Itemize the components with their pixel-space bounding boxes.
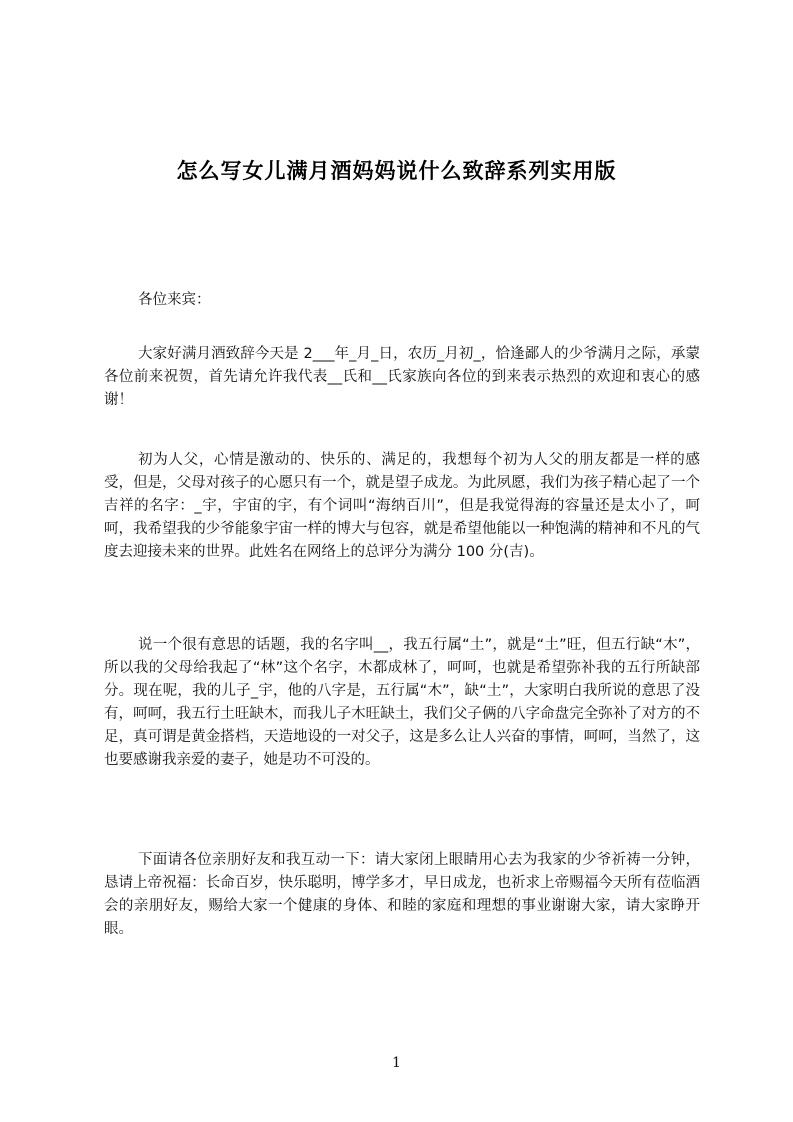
paragraph-4: 下面请各位亲朋好友和我互动一下：请大家闭上眼睛用心去为我家的少爷祈祷一分钟，恳请上帝祝福：长命百岁，快乐聪明，博学多才，早日成龙，也祈求上帝赐福今天所有莅临酒会的亲朋好友，赐给大家一个健康的身体、和睦的家庭和理想的事业谢谢大家，请大家睁开眼。 [104, 852, 700, 937]
page-number: 1 [392, 1055, 401, 1071]
paragraph-2: 初为人父，心情是激动的、快乐的、满足的，我想每个初为人父的朋友都是一样的感受，但是，父母对孩子的心愿只有一个，就是望子成龙。为此夙愿，我们为孩子精心起了一个吉祥的名字：_宇，宇宙的宇，有个词叫“海纳百川”，但是我觉得海的容量还是太小了，呵呵，我希望我的少爷能象宇宙一样的博大与包容，就是希望他能以一种饱满的精神和不凡的气度去迎接未来的世界。此姓名在网络上的总评分为满分 100 分(吉)。 [104, 452, 700, 560]
paragraph-1: 大家好满月酒致辞今天是 2___年_月_日，农历_月初_，恰逢鄙人的少爷满月之际，承蒙各位前来祝贺，首先请允许我代表__氏和__氏家族向各位的到来表示热烈的欢迎和衷心的感谢！ [104, 346, 700, 408]
paragraph-3: 说一个很有意思的话题，我的名字叫__，我五行属“土”，就是“土”旺，但五行缺“木”，所以我的父母给我起了“林”这个名字，木都成林了，呵呵，也就是希望弥补我的五行所缺部分。现在呢，我的儿子_宇，他的八字是，五行属“木”，缺“土”，大家明白我所说的意思了没有，呵呵，我五行土旺缺木，而我儿子木旺缺土，我们父子俩的八字命盘完全弥补了对方的不足，真可谓是黄金搭档，天造地设的一对父子，这是多么让人兴奋的事情，呵呵，当然了，这也要感谢我亲爱的妻子，她是功不可没的。 [104, 637, 700, 768]
greeting-line: 各位来宾： [138, 292, 211, 308]
document-title: 怎么写女儿满月酒妈妈说什么致辞系列实用版 [176, 159, 617, 184]
